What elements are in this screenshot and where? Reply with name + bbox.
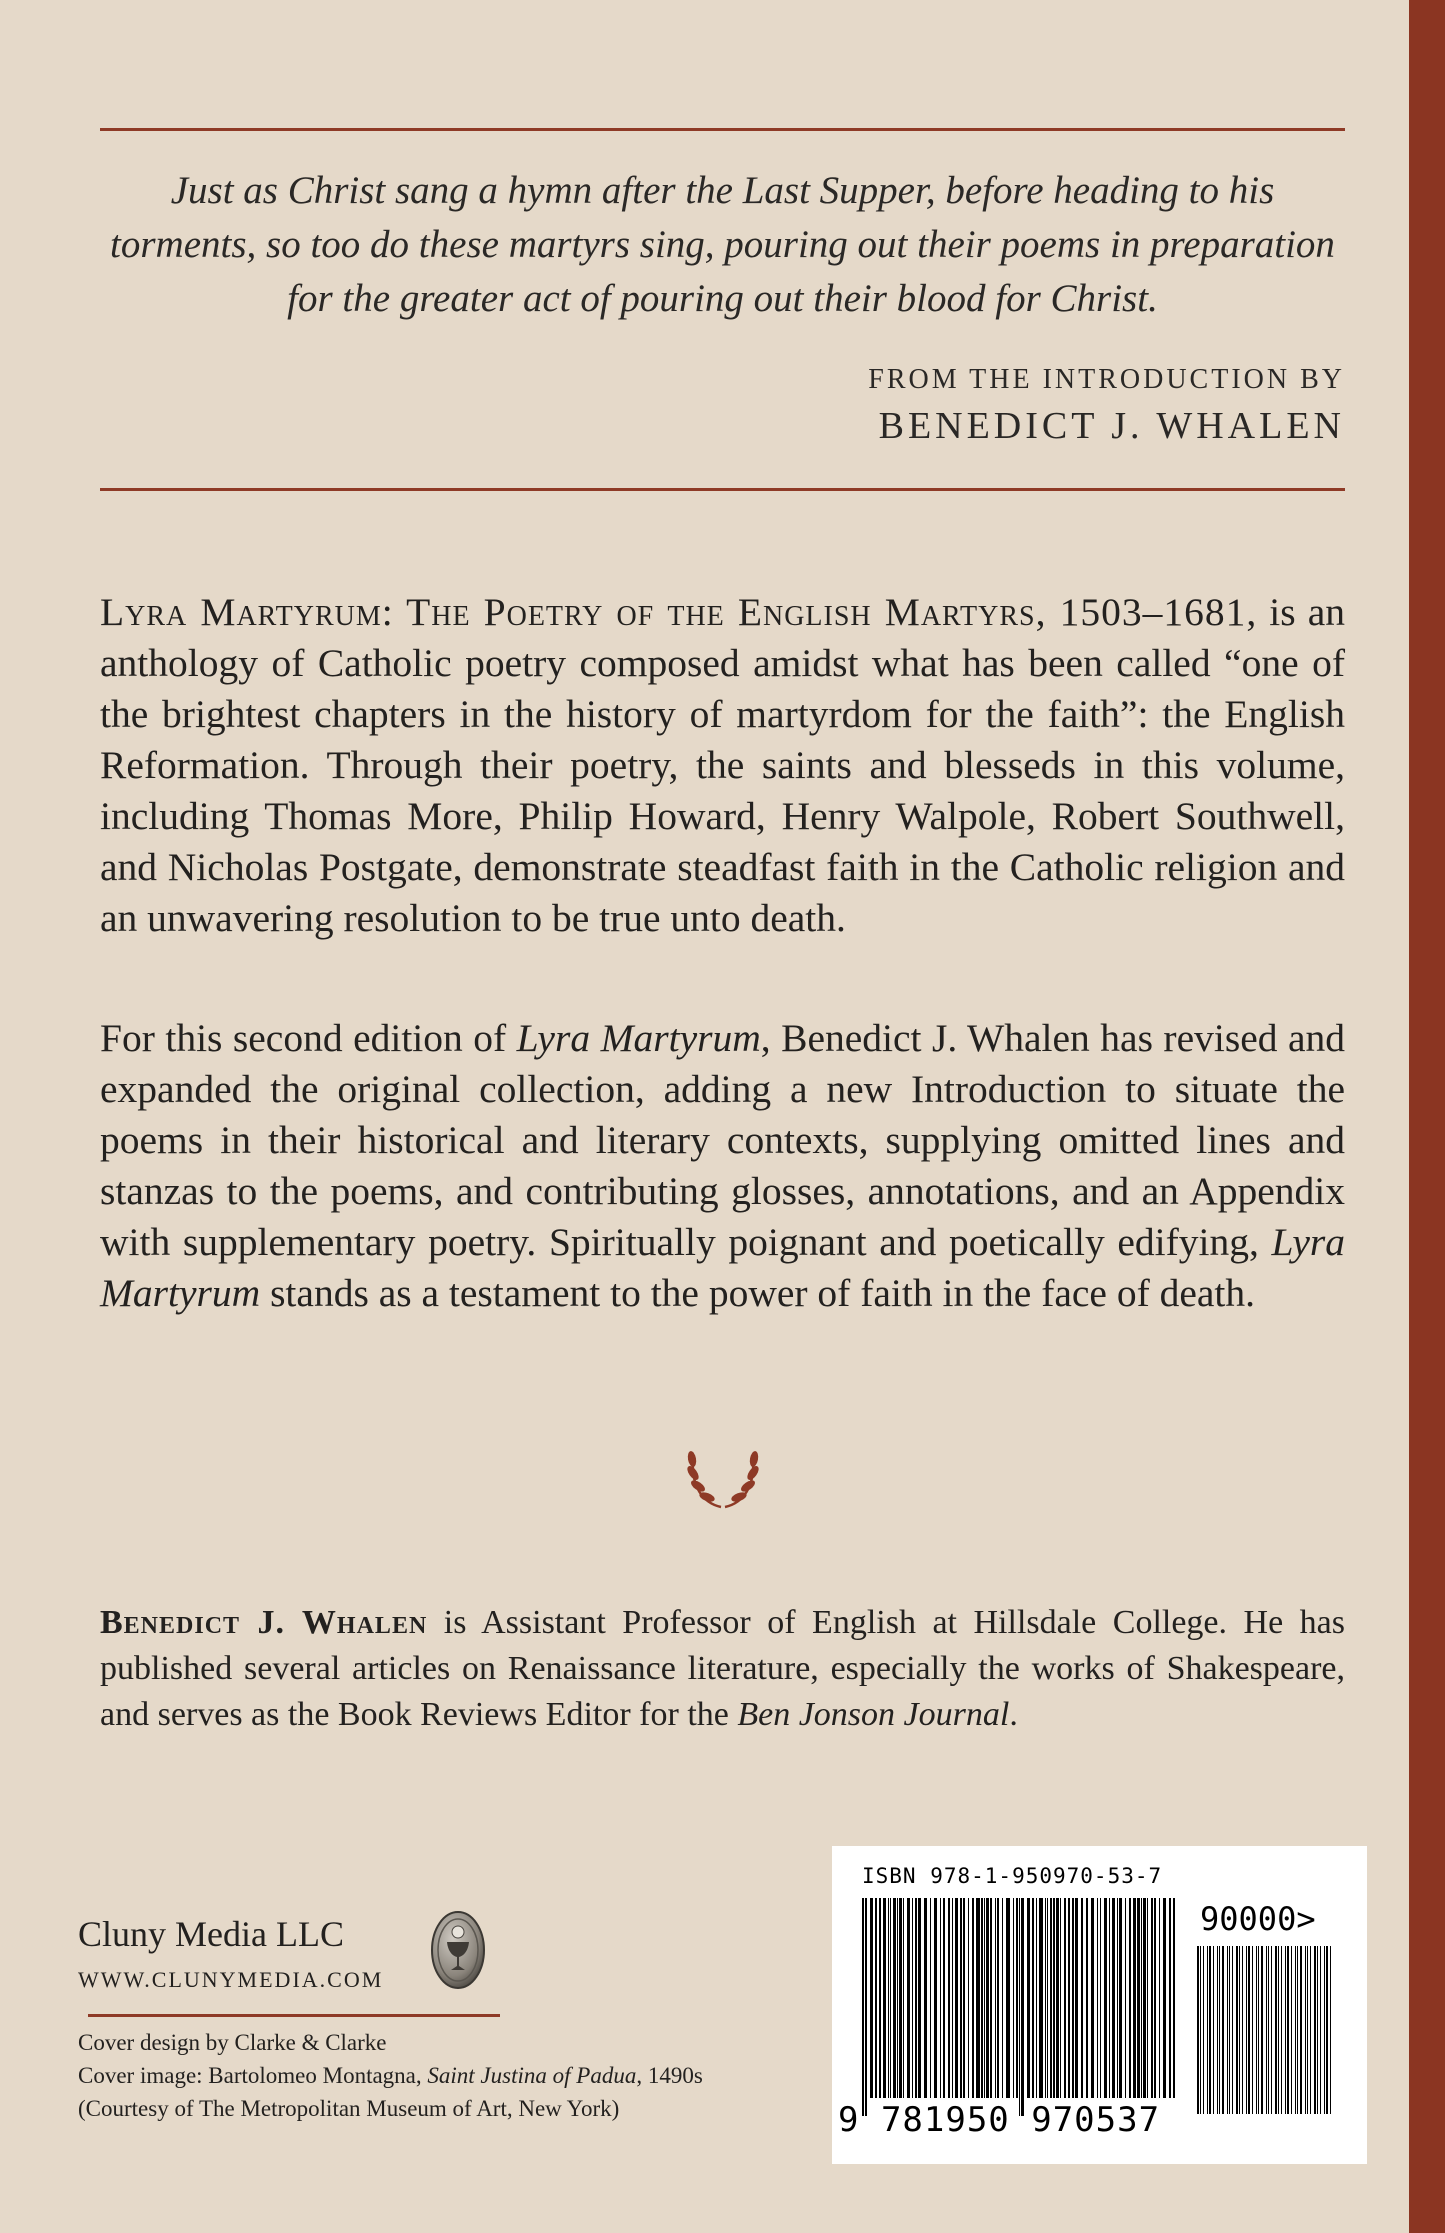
barcode-bar — [1060, 1898, 1061, 2098]
barcode-bar — [903, 1898, 904, 2098]
barcode-bar — [1219, 1946, 1220, 2114]
journal-title: Ben Jonson Journal — [737, 1696, 1010, 1733]
book-title-italic-2: Lyra Martyrum — [100, 1220, 1345, 1315]
barcode-bar — [1217, 1946, 1218, 2114]
barcode-bar — [1300, 1946, 1302, 2114]
spine-stripe — [1409, 0, 1445, 2233]
chalice-medallion-icon — [430, 1910, 486, 1990]
barcode-bar — [955, 1898, 958, 2098]
description-paragraph-2-text-b: , Benedict J. Whalen has revised and expanded the original collection, adding a new Introduction to situate the poems in their historical and literary contexts, supplying omitted lines and stanzas to the poems, and contributing glosses, annotations, and an Appendix with supplementary poetry. Spiritually poignant and poetically edifying, — [100, 1016, 1345, 1264]
pull-quote: Just as Christ sang a hymn after the Last Supper, before heading to his torments, so too do these martyrs sing, pouring out their poems in preparation for the greater act of pouring out their blood for Christ. — [110, 169, 1335, 320]
barcode-bar — [1239, 1946, 1240, 2114]
barcode-bar — [1056, 1898, 1059, 2098]
barcode-bar — [1287, 1946, 1289, 2114]
barcode-bar — [1091, 1898, 1094, 2098]
barcode-bar — [976, 1898, 980, 2098]
barcode-bar — [907, 1898, 910, 2098]
barcode-bar — [1053, 1898, 1055, 2098]
barcode-bar — [1016, 1898, 1018, 2098]
barcode-bar — [888, 1898, 889, 2098]
barcode-bar — [1173, 1898, 1175, 2098]
barcode-bar — [870, 1898, 873, 2098]
barcode-bar — [1330, 1946, 1331, 2114]
barcode-bar — [1129, 1898, 1131, 2098]
barcode-bar — [1295, 1946, 1296, 2114]
barcode-bar — [1248, 1946, 1250, 2114]
barcode-bar — [968, 1898, 969, 2098]
description-paragraph-2-text-a: For this second edition of — [100, 1016, 517, 1060]
barcode-bar — [1207, 1946, 1208, 2114]
barcode-bar — [1064, 1898, 1066, 2098]
cover-image-credit — [78, 2059, 798, 2092]
barcode-bar — [1200, 1946, 1201, 2114]
author-bio-text-a: is Assistant Professor of English at Hillsdale College. He has published several articles on Renaissance literature, especially the works of Shakespeare, and serves as the Book Reviews Editor for the — [100, 1604, 1345, 1733]
barcode-bar — [1137, 1898, 1140, 2098]
book-title-smallcaps: Lyra Martyrum: The Poetry of the English Martyrs, 1503–1681, — [100, 590, 1258, 634]
barcode-bar — [1275, 1946, 1277, 2114]
barcode-bar — [943, 1898, 945, 2098]
barcode-bar — [1232, 1946, 1233, 2114]
barcode-bar — [1075, 1898, 1078, 2098]
author-bio — [100, 1600, 1345, 1738]
barcode-bar — [1320, 1946, 1321, 2114]
barcode-bar — [1285, 1946, 1286, 2114]
barcode-bar — [984, 1898, 985, 2098]
barcode-bar — [997, 1898, 999, 2098]
barcode-bar — [865, 1898, 867, 2116]
barcode-bar — [948, 1898, 950, 2098]
barcode-bar — [899, 1898, 902, 2098]
description-paragraph-2-text-c: stands as a testament to the power of faith in the face of death. — [260, 1271, 1256, 1315]
barcode-bar — [1151, 1898, 1153, 2098]
publisher-rule — [88, 2014, 500, 2017]
barcode-bar — [1027, 1898, 1030, 2098]
isbn-digits: 9 781950 970537 — [838, 2100, 1161, 2140]
isbn-barcode — [832, 1846, 1367, 2164]
book-title-italic: Lyra Martyrum — [516, 1016, 761, 1060]
barcode-bar — [1006, 1898, 1010, 2098]
barcode-bar — [1310, 1946, 1311, 2114]
description-paragraph-2 — [100, 1013, 1345, 1319]
barcode-bar — [1032, 1898, 1034, 2098]
barcode-bar — [1317, 1946, 1318, 2114]
quote-attribution-name: BENEDICT J. WHALEN — [878, 405, 1345, 447]
cover-design-credit: Cover design by Clarke & Clarke — [78, 2030, 387, 2055]
barcode-bar — [1314, 1946, 1316, 2114]
barcode-bar — [934, 1898, 937, 2098]
barcode-bar — [1305, 1946, 1306, 2114]
barcode-bar — [1117, 1898, 1118, 2098]
barcode-bar — [1278, 1946, 1279, 2114]
barcode-bar — [995, 1898, 996, 2098]
barcode-bar — [1147, 1898, 1148, 2098]
barcode-bar — [1109, 1898, 1110, 2098]
barcode-bar — [1163, 1898, 1166, 2098]
laurel-ornament-icon — [683, 1443, 763, 1511]
description-paragraph-1-text: is an anthology of Catholic poetry composed amidst what has been called “one of the brightest chapters in the history of martyrdom for the faith”: the English Reformation. Through their poetry, the saints and blesseds in this volume, including Thomas More, Philip Howard, Henry Walpole, Robert Southwell, and Nicholas Postgate, demonstrate steadfast faith in the Catholic religion and an unwavering resolution to be true unto death. — [100, 590, 1345, 940]
barcode-bar — [1227, 1946, 1228, 2114]
barcode-bar — [1252, 1946, 1253, 2114]
cover-image-prefix: Cover image: Bartolomeo Montagna, — [78, 2063, 428, 2088]
barcode-bar — [1086, 1898, 1088, 2098]
author-bio-text-b: . — [1009, 1696, 1018, 1733]
barcode-bar — [1002, 1898, 1003, 2098]
barcode-bar — [1222, 1946, 1224, 2114]
barcode-bar — [972, 1898, 974, 2098]
isbn-label: ISBN 978-1-950970-53-7 — [862, 1864, 1163, 1888]
publisher-website: WWW.CLUNYMEDIA.COM — [78, 1967, 384, 1992]
barcode-bar — [1141, 1898, 1142, 2098]
barcode-bar — [1021, 1898, 1024, 2116]
cover-credits — [78, 2026, 798, 2125]
barcode-bar — [940, 1898, 941, 2098]
barcode-bar — [1297, 1946, 1298, 2114]
barcode-bar — [1045, 1898, 1046, 2098]
barcode-bar — [1036, 1898, 1037, 2098]
cover-image-courtesy: (Courtesy of The Metropolitan Museum of Art, New York) — [78, 2096, 620, 2121]
barcode-bar — [960, 1898, 962, 2098]
barcode-bar — [1246, 1946, 1247, 2114]
barcode-bar — [981, 1898, 983, 2098]
description-paragraph-1 — [100, 587, 1345, 944]
barcode-bar — [1258, 1946, 1259, 2114]
author-name: Benedict J. Whalen — [100, 1604, 428, 1641]
barcode-bar — [1281, 1946, 1282, 2114]
publisher-name: Cluny Media LLC — [78, 1914, 344, 1954]
barcode-bar — [1326, 1946, 1328, 2114]
barcode-bar — [862, 1898, 864, 2116]
barcode-bar — [1104, 1898, 1107, 2098]
barcode-bar — [1133, 1898, 1136, 2098]
top-rule — [100, 128, 1345, 131]
barcode-bar — [1242, 1946, 1243, 2114]
barcode-bar — [1039, 1898, 1043, 2098]
barcode-bar — [1125, 1898, 1126, 2098]
barcode-bar — [1209, 1946, 1211, 2114]
barcode-bar — [1019, 1898, 1020, 2116]
barcode-bar — [1213, 1946, 1214, 2114]
barcode-bar — [1050, 1898, 1052, 2098]
barcode-bar — [875, 1898, 877, 2098]
barcode-bar — [893, 1898, 896, 2098]
barcode-bar — [1197, 1946, 1199, 2114]
barcode-bar — [1112, 1898, 1115, 2098]
barcode-bar — [1143, 1898, 1146, 2098]
barcode-bar — [879, 1898, 881, 2098]
barcode-bar — [897, 1898, 898, 2098]
barcode-bar — [990, 1898, 992, 2098]
barcode-bar — [1256, 1946, 1257, 2114]
barcode-bar — [1236, 1946, 1238, 2114]
barcode-bar — [952, 1898, 953, 2098]
barcode-bar — [1266, 1946, 1267, 2114]
barcode-bar — [930, 1898, 931, 2098]
barcode-bar — [986, 1898, 989, 2098]
barcode-bar — [1203, 1946, 1204, 2114]
barcode-bar — [1261, 1946, 1263, 2114]
barcode-bar — [1291, 1946, 1292, 2114]
barcode-bar — [1307, 1946, 1308, 2114]
barcode-bars — [862, 1898, 1182, 2116]
barcode-bar — [1229, 1946, 1230, 2114]
quote-bottom-rule — [100, 488, 1345, 491]
quote-attribution-prefix: FROM THE INTRODUCTION BY — [868, 364, 1345, 395]
barcode-bar — [963, 1898, 965, 2098]
barcode-bar — [1100, 1898, 1101, 2098]
barcode-bar — [1081, 1898, 1083, 2098]
price-barcode-bars — [1197, 1946, 1347, 2116]
barcode-bar — [1169, 1898, 1171, 2098]
barcode-bar — [1268, 1946, 1269, 2114]
cover-image-title: Saint Justina of Padua — [427, 2063, 637, 2088]
barcode-bar — [1068, 1898, 1070, 2098]
barcode-bar — [1072, 1898, 1074, 2098]
barcode-bar — [912, 1898, 913, 2098]
barcode-bar — [1271, 1946, 1272, 2114]
price-code: 90000> — [1200, 1900, 1316, 1938]
barcode-bar — [918, 1898, 921, 2098]
cover-image-suffix: , 1490s — [636, 2063, 703, 2088]
barcode-bar — [1119, 1898, 1122, 2098]
barcode-bar — [890, 1898, 891, 2098]
barcode-bar — [1013, 1898, 1014, 2098]
barcode-bar — [915, 1898, 917, 2098]
barcode-bar — [883, 1898, 886, 2098]
barcode-bar — [1159, 1898, 1160, 2098]
barcode-bar — [1047, 1898, 1048, 2098]
barcode-bar — [924, 1898, 927, 2098]
barcode-bar — [1324, 1946, 1325, 2114]
barcode-bar — [1154, 1898, 1156, 2098]
barcode-bar — [1097, 1898, 1098, 2098]
